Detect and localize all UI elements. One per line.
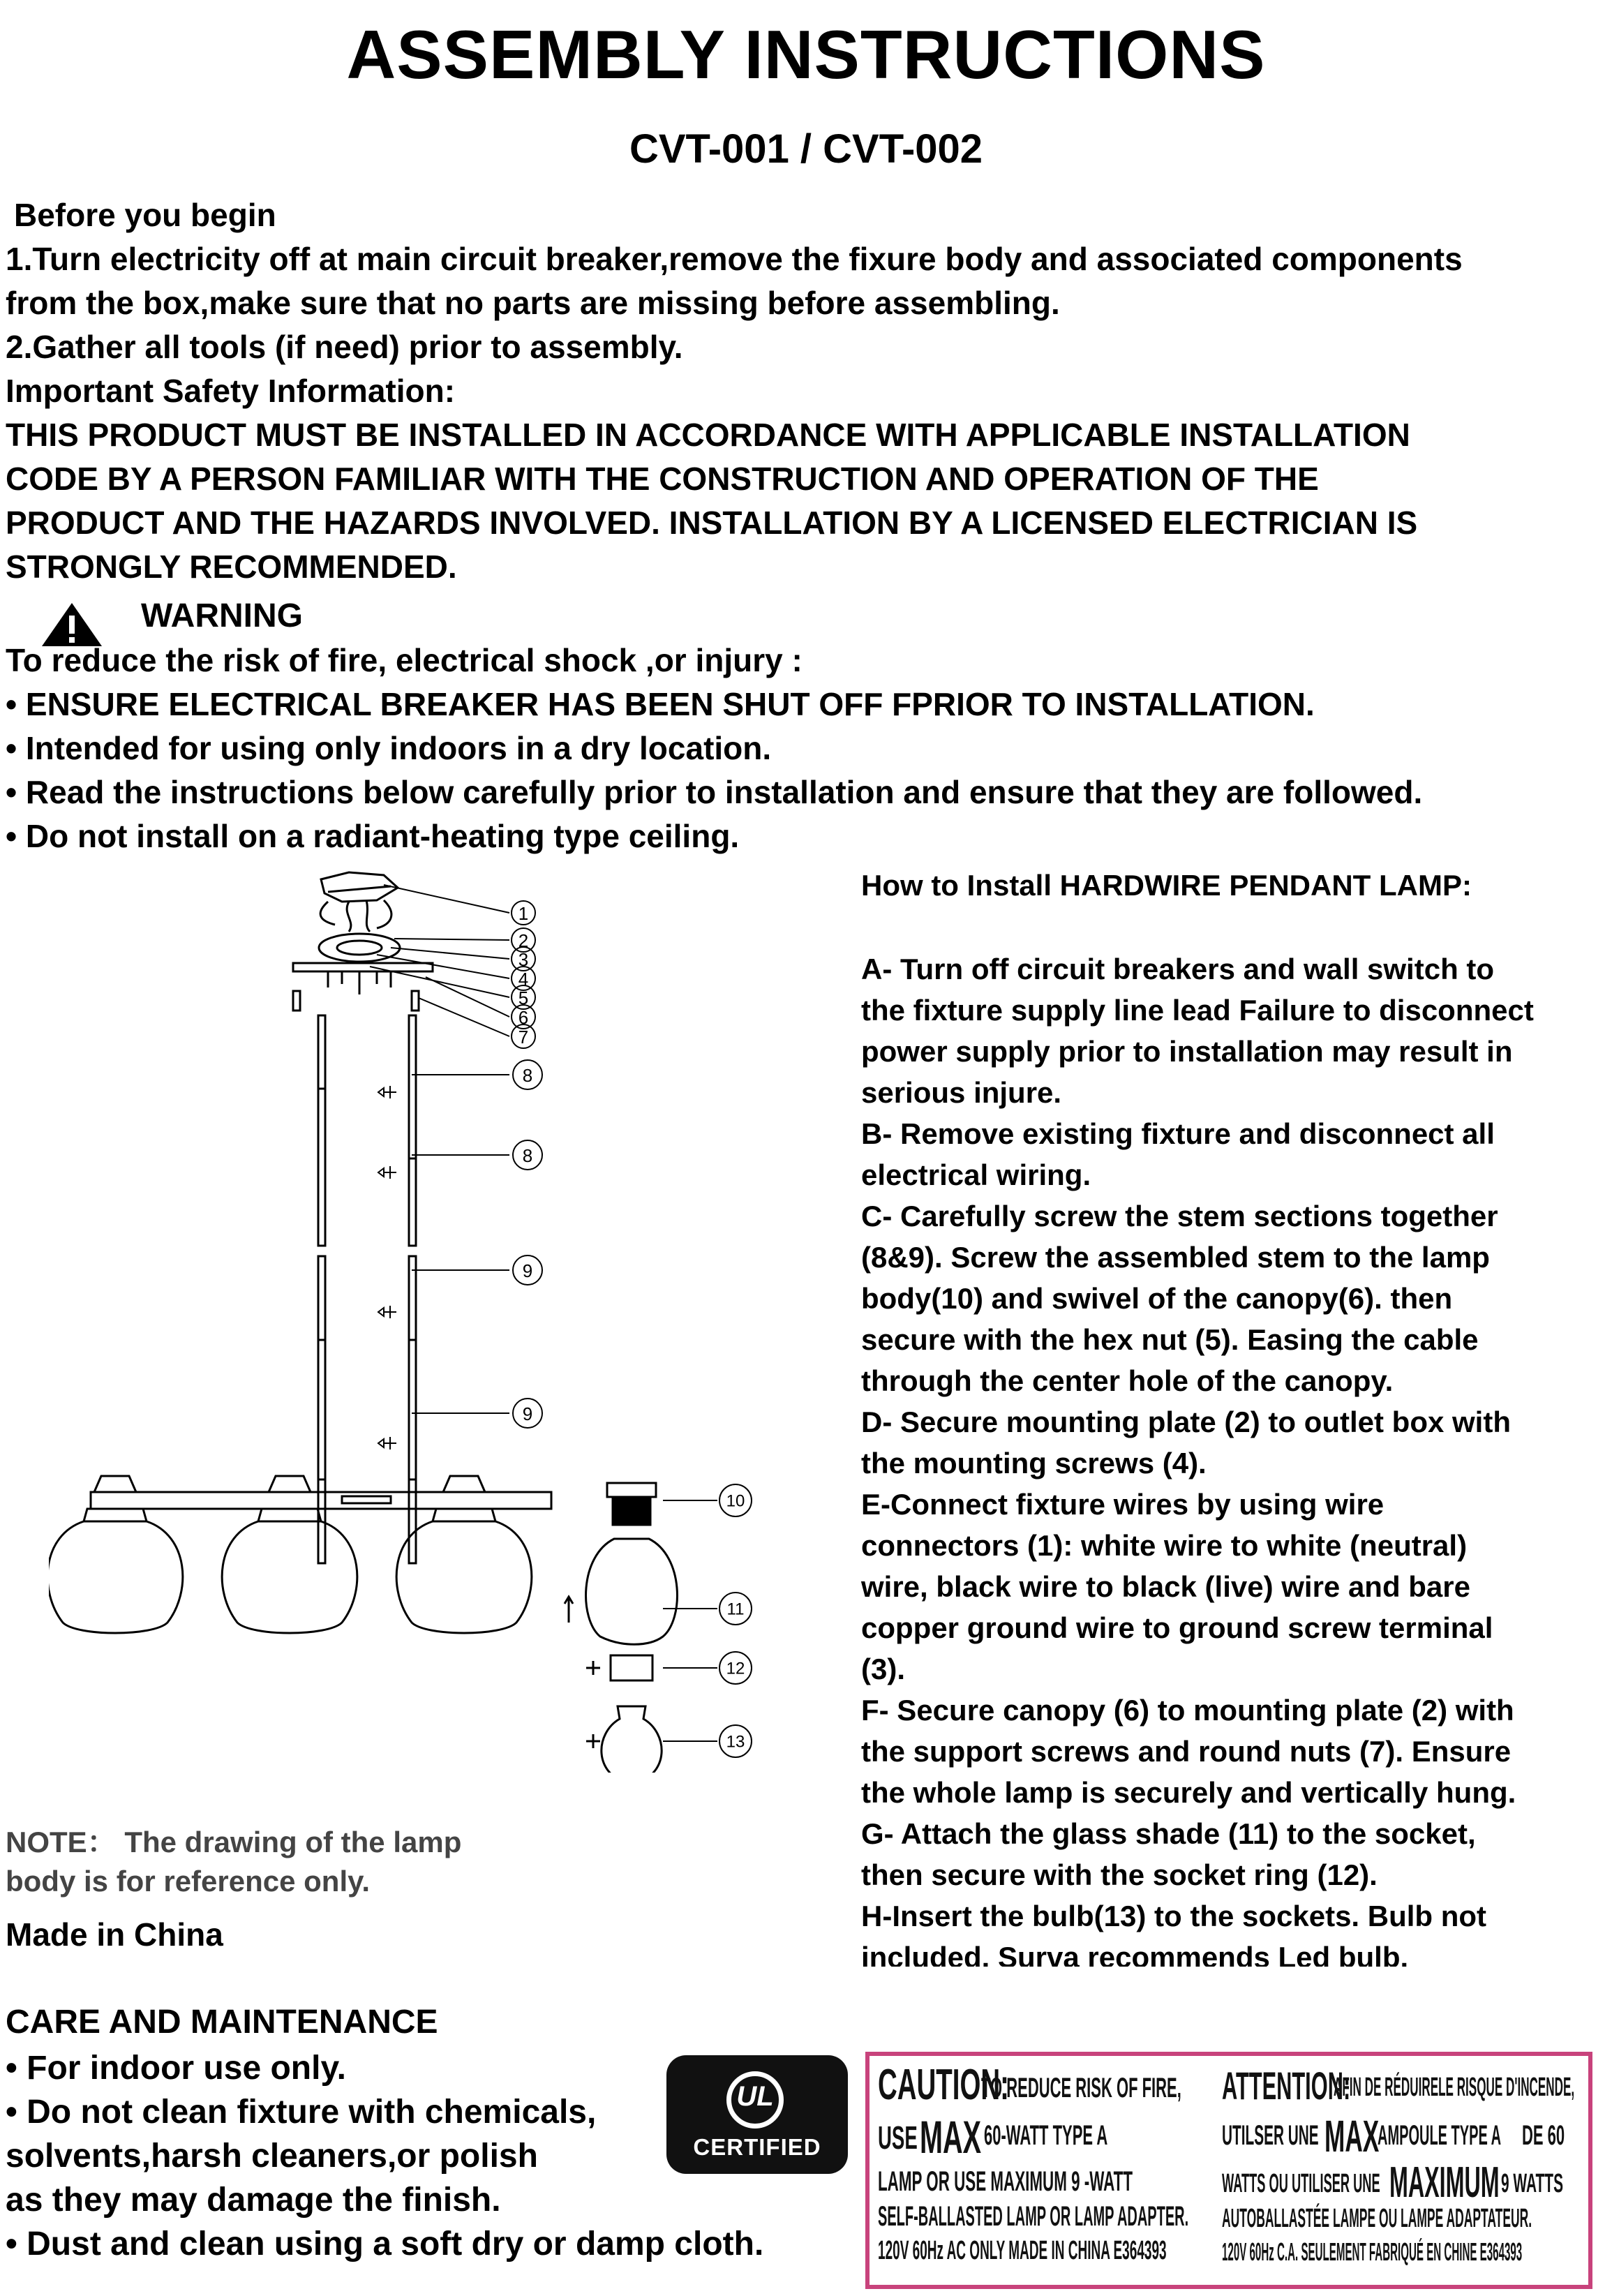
part-number-label: 6 — [518, 1007, 529, 1028]
install-heading: How to Install HARDWIRE PENDANT LAMP: — [861, 869, 1472, 902]
part-number-label: 8 — [522, 1065, 533, 1086]
part-number-callouts — [512, 901, 752, 1757]
caution-en-max: MAX — [920, 2111, 982, 2163]
caution-fr-max: MAX — [1324, 2111, 1380, 2161]
install-line: the whole lamp is securely and vertically hung. — [861, 1776, 1516, 1809]
install-line: serious injure. — [861, 1076, 1062, 1109]
install-line: H-Insert the bulb(13) to the sockets. Bulb not — [861, 1900, 1487, 1932]
install-line: D- Secure mounting plate (2) to outlet box with — [861, 1406, 1511, 1438]
note-line-2: body is for reference only. — [6, 1865, 371, 1898]
part-number-label: 2 — [518, 930, 529, 951]
install-line: B- Remove existing fixture and disconnect all — [861, 1117, 1495, 1150]
install-line: the support screws and round nuts (7). Ensure — [861, 1735, 1512, 1768]
part-number-label: 13 — [726, 1732, 745, 1752]
install-line: included. Surva recommends Led bulb. — [861, 1941, 1409, 1967]
install-line: then secure with the socket ring (12). — [861, 1858, 1378, 1891]
caution-fr-maximum: MAXIMUM — [1389, 2159, 1500, 2207]
part-number-label: 9 — [522, 1403, 533, 1424]
install-line: (8&9). Screw the assembled stem to the lamp — [861, 1241, 1490, 1274]
care-line-5: • Dust and clean using a soft dry or damp cloth. — [6, 2226, 764, 2263]
caution-fr-de60: DE 60 — [1522, 2120, 1565, 2151]
install-line: A- Turn off circuit breakers and wall switch to — [861, 953, 1495, 985]
caution-en-line-1: TO REDUCE RISK OF FIRE, — [981, 2073, 1181, 2103]
caution-fr-9-watts: 9 WATTS — [1501, 2169, 1564, 2198]
install-line: connectors (1): white wire to white (neutral) — [861, 1529, 1468, 1562]
part-number-label: 9 — [522, 1260, 533, 1281]
install-line: secure with the hex nut (5). Easing the cable — [861, 1323, 1479, 1356]
ceiling-box-parts — [293, 872, 433, 1011]
caution-fr-utiliser: UTILSER UNE — [1222, 2120, 1319, 2151]
install-line: the fixture supply line lead Failure to disconnect — [861, 994, 1534, 1027]
safety-line-3: PRODUCT AND THE HAZARDS INVOLVED. INSTALLATION BY A LICENSED ELECTRICIAN IS — [6, 505, 1418, 541]
before-line-2: from the box,make sure that no parts are missing before assembling. — [6, 285, 1060, 321]
part-number-label: 5 — [518, 987, 529, 1008]
safety-heading: Important Safety Information: — [6, 373, 456, 409]
caution-fr-line-5: 120V 60Hz C.A. SEULEMENT FABRIQUÉ EN CHINE E364393 — [1222, 2237, 1523, 2266]
install-line: electrical wiring. — [861, 1158, 1091, 1191]
made-in-label: Made in China — [6, 1916, 223, 1953]
install-line: through the center hole of the canopy. — [861, 1364, 1394, 1397]
caution-en-use: USE — [878, 2119, 918, 2156]
warning-bullet-3: • Read the instructions below carefully prior to installation and ensure that they are followed. — [6, 774, 1423, 810]
caution-word: CAUTION: — [878, 2061, 1009, 2109]
leader-lines — [370, 885, 717, 1741]
attention-word: ATTENTION: — [1222, 2064, 1351, 2108]
before-you-begin-heading: Before you begin — [14, 197, 276, 233]
caution-fr-ampoule: AMPOULE TYPE A — [1378, 2120, 1502, 2151]
care-line-1: • For indoor use only. — [6, 2050, 346, 2087]
model-numbers: CVT-001 / CVT-002 — [629, 126, 983, 172]
install-line: E-Connect fixture wires by using wire — [861, 1488, 1385, 1521]
install-line: (3). — [861, 1653, 905, 1685]
part-number-label: 1 — [518, 903, 529, 924]
assembled-shades — [49, 1476, 532, 1633]
install-line: G- Attach the glass shade (11) to the socket, — [861, 1817, 1476, 1850]
caution-en-watt-type: 60-WATT TYPE A — [984, 2120, 1108, 2151]
ul-certified-label: CERTIFIED — [693, 2134, 821, 2160]
part-number-label: 11 — [726, 1600, 745, 1619]
part-number-label: 4 — [518, 969, 529, 990]
caution-en-line-4: SELF-BALLASTED LAMP OR LAMP ADAPTER. — [878, 2201, 1189, 2232]
caution-fr-line-1: AFIN DE RÉDUIRELE RISQUE D'INCENDE, — [1334, 2073, 1575, 2102]
caution-fr-line-4: AUTOBALLASTÉE LAMPE OU LAMPE ADAPTATEUR. — [1222, 2204, 1532, 2233]
caution-en-line-5: 120V 60Hz AC ONLY MADE IN CHINA E364393 — [878, 2236, 1167, 2265]
safety-line-4: STRONGLY RECOMMENDED. — [6, 549, 457, 585]
stem-sections — [318, 1015, 416, 1563]
caution-fr-watts-ou: WATTS OU UTILISER UNE — [1222, 2169, 1380, 2198]
caution-label-box — [865, 2052, 1592, 2289]
lamp-body-bar — [91, 1492, 551, 1509]
care-line-2: • Do not clean fixture with chemicals, — [6, 2094, 597, 2131]
install-line: the mounting screws (4). — [861, 1447, 1207, 1479]
safety-line-2: CODE BY A PERSON FAMILIAR WITH THE CONSTRUCTION AND OPERATION OF THE — [6, 461, 1319, 497]
page-title: ASSEMBLY INSTRUCTIONS — [346, 16, 1266, 93]
care-line-4: as they may damage the finish. — [6, 2182, 501, 2219]
install-line: C- Carefully screw the stem sections together — [861, 1200, 1498, 1232]
rotation-arrow-icons — [378, 1086, 396, 1449]
fixture-exploded-diagram — [49, 865, 789, 1773]
warning-bullet-1: • ENSURE ELECTRICAL BREAKER HAS BEEN SHUT OFF FPRIOR TO INSTALLATION. — [6, 686, 1315, 722]
part-number-label: 8 — [522, 1145, 533, 1166]
install-line: copper ground wire to ground screw terminal — [861, 1611, 1493, 1644]
install-line: F- Secure canopy (6) to mounting plate (2) with — [861, 1694, 1514, 1727]
warning-intro: To reduce the risk of fire, electrical shock ,or injury : — [6, 642, 803, 678]
before-line-3: 2.Gather all tools (if need) prior to assembly. — [6, 329, 683, 365]
ul-mark: UL — [736, 2081, 774, 2112]
warning-bullet-2: • Intended for using only indoors in a dry location. — [6, 730, 772, 766]
part-number-label: 12 — [726, 1659, 745, 1678]
part-number-label: 7 — [518, 1027, 529, 1048]
note-line-1: NOTE： The drawing of the lamp — [6, 1826, 462, 1858]
before-line-1: 1.Turn electricity off at main circuit breaker,remove the fixure body and associated components — [6, 241, 1463, 277]
part-number-label: 3 — [518, 949, 529, 970]
care-line-3: solvents,harsh cleaners,or polish — [6, 2138, 538, 2175]
warning-bullet-4: • Do not install on a radiant-heating type ceiling. — [6, 818, 740, 854]
install-line: wire, black wire to black (live) wire and bare — [861, 1570, 1470, 1603]
exploded-socket-parts — [565, 1483, 677, 1773]
safety-line-1: THIS PRODUCT MUST BE INSTALLED IN ACCORDANCE WITH APPLICABLE INSTALLATION — [6, 417, 1410, 453]
caution-en-line-3: LAMP OR USE MAXIMUM 9 -WATT — [878, 2166, 1133, 2197]
part-number-label: 10 — [726, 1491, 745, 1511]
install-line: power supply prior to installation may result in — [861, 1035, 1513, 1068]
install-line: body(10) and swivel of the canopy(6). then — [861, 1282, 1453, 1315]
care-heading: CARE AND MAINTENANCE — [6, 2004, 438, 2041]
warning-label: WARNING — [141, 597, 303, 634]
